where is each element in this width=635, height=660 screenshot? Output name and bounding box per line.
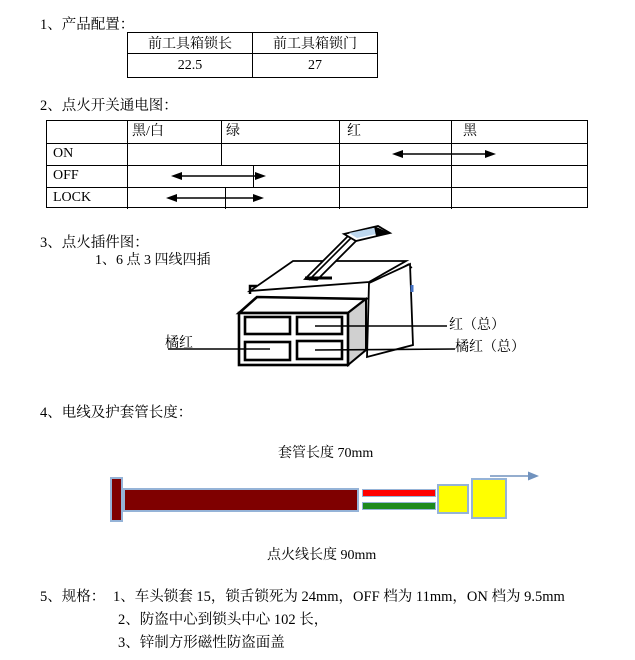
section-3-title: 3、点火插件图： [40,235,149,251]
ignition-row-label-off: OFF [53,168,79,183]
plug-front-top-face [239,297,366,313]
table-row-line [47,143,587,144]
spec-item-1: 1、车头锁套 15，锁舌锁死为 24mm，OFF 档为 11mm，ON 档为 9.5mm [113,589,565,605]
ignition-wire-length-label: 点火线长度 90mm [267,548,377,563]
product-table-value-2: 27 [253,54,378,78]
ignition-plug-diagram [120,222,580,397]
plug-blue-tick [411,285,414,292]
section-1-title: 1、产品配置： [40,17,135,33]
table-col-line [127,121,128,209]
ignition-col-header-blackwhite: 黑/白 [132,124,164,139]
wire-direction-arrow [490,469,540,483]
product-table-value-1: 22.5 [128,54,253,78]
section-2-title: 2、点火开关通电图： [40,98,178,114]
plug-slot-top-left [245,317,290,334]
product-table-header-2: 前工具箱锁门 [253,33,378,54]
wire-sheath-tube [123,488,359,512]
product-table-header-1: 前工具箱锁长 [128,33,253,54]
wire-green [362,502,436,510]
plug-slot-bottom-left [245,342,290,360]
table-col-line [451,121,452,209]
wire-red [362,489,436,497]
wire-terminal-large [471,478,507,519]
ignition-row-label-on: ON [53,146,74,161]
spec-item-2: 2、防盗中心到锁头中心 102 长， [118,612,329,628]
leader-line-orange-main [315,349,455,350]
ignition-row-label-lock: LOCK [53,190,92,205]
on-connection-arrow [392,148,496,160]
table-col-line [221,121,222,165]
wire-end-cap [110,477,123,522]
sheath-length-label: 套管长度 70mm [278,446,374,461]
wire-terminal-small [437,484,469,514]
section-3-subtitle: 1、6 点 3 四线四插 [95,253,211,268]
off-connection-arrow [171,170,266,182]
lock-connection-arrow [166,192,264,204]
table-row-line [47,187,587,188]
spec-item-3: 3、锌制方形磁性防盗面盖 [118,635,285,651]
ignition-col-header-green: 绿 [226,124,240,139]
ignition-col-header-red: 红 [347,124,361,139]
section-4-title: 4、电线及护套管长度： [40,405,193,421]
plug-label-orange-main: 橘红（总） [455,340,525,355]
ignition-switch-table [46,120,588,208]
ignition-col-header-black: 黑 [463,124,477,139]
plug-label-orange: 橘红 [165,336,193,351]
table-col-line [339,121,340,209]
product-config-table [127,32,378,78]
table-row-line [47,165,587,166]
section-5-title: 5、规格： [40,589,106,605]
plug-label-red-main: 红（总） [449,318,505,333]
